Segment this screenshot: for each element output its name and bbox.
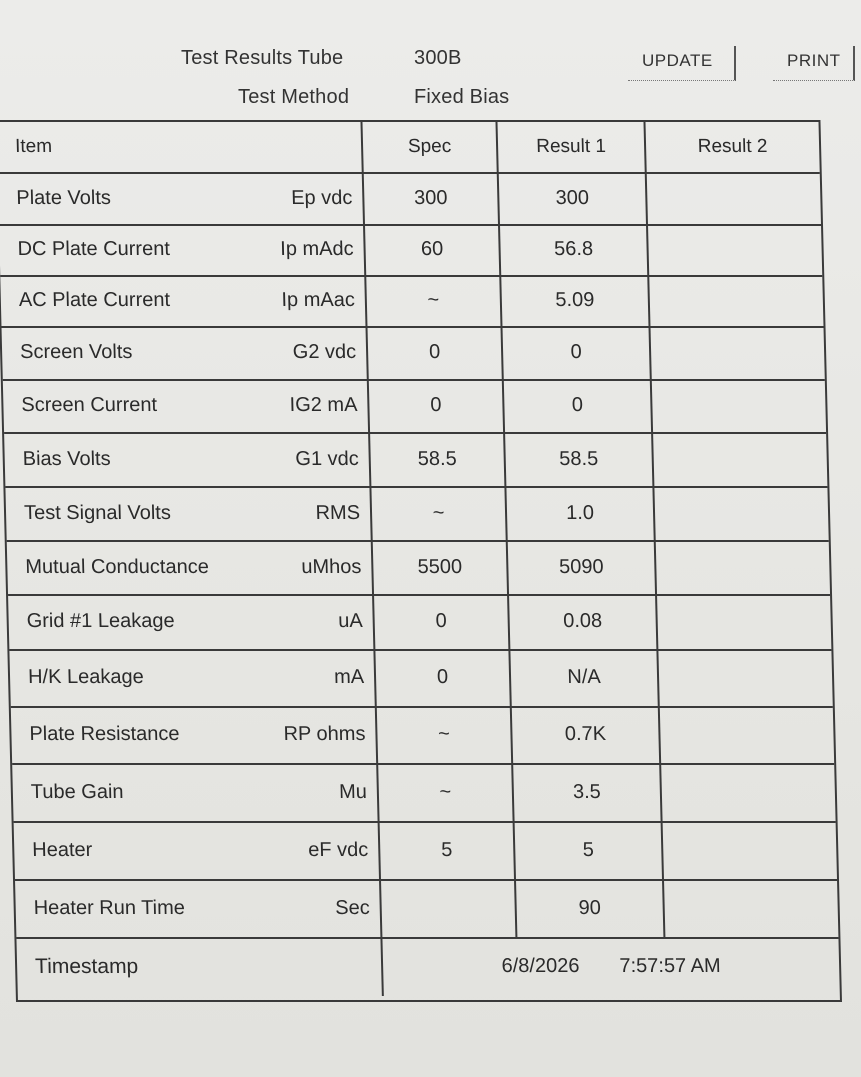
spec-value: 5 xyxy=(380,821,516,879)
row-item-label: Bias Volts xyxy=(22,447,111,470)
spec-value: 0 xyxy=(375,649,511,706)
table-header-row xyxy=(0,122,820,174)
row-item-label: Heater xyxy=(32,838,93,861)
update-button[interactable]: UPDATE xyxy=(628,46,736,81)
table-row xyxy=(4,432,827,488)
row-item-cell xyxy=(15,879,382,937)
spec-value: 0 xyxy=(374,594,510,649)
row-item-cell xyxy=(11,706,378,763)
result-1-value: 3.5 xyxy=(513,763,662,821)
spec-value: 300 xyxy=(364,172,500,224)
column-header-item: Item xyxy=(0,122,364,172)
row-item-label: DC Plate Current xyxy=(17,238,171,260)
row-unit-label: Mu xyxy=(338,780,368,803)
row-item-cell xyxy=(9,649,376,706)
row-item-label: Heater Run Time xyxy=(33,896,186,919)
timestamp-row xyxy=(16,937,839,996)
result-1-value: 5 xyxy=(515,821,664,879)
result-1-value: 5.09 xyxy=(501,275,650,326)
result-2-value xyxy=(648,224,822,275)
test-method-value: Fixed Bias xyxy=(414,86,510,108)
table-row xyxy=(5,486,828,542)
row-unit-label: G1 vdc xyxy=(295,447,359,470)
table-row xyxy=(12,763,835,823)
table-row xyxy=(8,594,831,651)
row-item-cell xyxy=(0,275,367,326)
table-row xyxy=(1,326,824,381)
result-1-value: 0.7K xyxy=(512,706,661,763)
spec-value: 58.5 xyxy=(370,432,506,486)
row-item-label: Test Signal Volts xyxy=(23,501,172,524)
table-row xyxy=(9,649,832,708)
spec-value: 60 xyxy=(365,224,501,275)
result-1-value: 300 xyxy=(499,172,648,224)
row-item-label: Screen Volts xyxy=(19,341,133,363)
result-1-value: 0 xyxy=(502,326,651,379)
result-1-value: N/A xyxy=(510,649,659,706)
row-unit-label: mA xyxy=(333,666,365,688)
print-button[interactable]: PRINT xyxy=(773,46,855,81)
result-1-value: 56.8 xyxy=(500,224,649,275)
row-item-label: Grid #1 Leakage xyxy=(26,610,175,632)
row-item-cell xyxy=(0,172,365,224)
column-header-spec: Spec xyxy=(362,122,498,172)
row-item-cell xyxy=(5,486,372,540)
result-2-value xyxy=(650,326,824,379)
result-2-value xyxy=(658,649,832,706)
row-unit-label: Ip mAdc xyxy=(279,238,354,260)
spec-value: 0 xyxy=(369,379,505,432)
row-item-label: AC Plate Current xyxy=(18,289,171,311)
result-2-value xyxy=(649,275,823,326)
result-2-value xyxy=(664,879,838,937)
result-2-value xyxy=(652,379,826,432)
spec-value: ~ xyxy=(377,706,513,763)
result-2-value xyxy=(647,172,821,224)
row-item-label: Tube Gain xyxy=(30,780,124,803)
result-2-value xyxy=(660,706,834,763)
column-header-result-1: Result 1 xyxy=(497,122,646,172)
result-1-value: 1.0 xyxy=(506,486,655,540)
row-item-cell xyxy=(8,594,375,649)
row-item-label: Plate Resistance xyxy=(29,723,180,745)
result-2-value xyxy=(653,432,827,486)
timestamp-label: Timestamp xyxy=(16,937,383,996)
row-unit-label: uMhos xyxy=(301,555,362,578)
table-row xyxy=(15,879,838,939)
row-unit-label: IG2 mA xyxy=(289,394,358,416)
row-item-cell xyxy=(1,326,368,379)
row-item-cell xyxy=(4,432,371,486)
spec-value: ~ xyxy=(366,275,502,326)
result-1-value: 0 xyxy=(504,379,653,432)
row-item-cell xyxy=(12,763,379,821)
result-2-value xyxy=(661,763,835,821)
table-row xyxy=(7,540,830,596)
row-item-label: Screen Current xyxy=(21,394,158,416)
table-row xyxy=(0,224,822,277)
result-1-value: 58.5 xyxy=(505,432,654,486)
timestamp-value xyxy=(382,937,839,996)
result-1-value: 5090 xyxy=(508,540,657,594)
tube-type-value: 300B xyxy=(414,47,462,69)
test-results-tube-label: Test Results Tube xyxy=(181,47,344,69)
row-unit-label: eF vdc xyxy=(307,838,369,861)
row-unit-label: G2 vdc xyxy=(292,341,357,363)
results-table xyxy=(0,120,842,1002)
table-row xyxy=(3,379,826,434)
row-unit-label: Sec xyxy=(334,896,370,919)
row-item-cell xyxy=(14,821,381,879)
table-row xyxy=(0,275,823,328)
spec-value xyxy=(381,879,517,937)
row-item-cell xyxy=(0,224,366,275)
result-2-value xyxy=(663,821,837,879)
result-2-value xyxy=(654,486,828,540)
timestamp-date: 6/8/2026 xyxy=(501,955,580,977)
result-2-value xyxy=(656,540,830,594)
row-item-cell xyxy=(3,379,370,432)
row-unit-label: uA xyxy=(337,610,363,632)
row-unit-label: Ip mAac xyxy=(281,289,356,311)
table-row xyxy=(14,821,837,881)
row-item-cell xyxy=(7,540,374,594)
row-unit-label: Ep vdc xyxy=(290,186,353,209)
row-item-label: H/K Leakage xyxy=(27,666,144,688)
result-1-value: 90 xyxy=(516,879,665,937)
timestamp-time: 7:57:57 AM xyxy=(619,955,721,977)
spec-value: 0 xyxy=(367,326,503,379)
test-method-label: Test Method xyxy=(238,86,350,108)
table-row xyxy=(11,706,834,765)
result-1-value: 0.08 xyxy=(509,594,658,649)
result-2-value xyxy=(657,594,831,649)
spec-value: ~ xyxy=(371,486,507,540)
spec-value: 5500 xyxy=(373,540,509,594)
spec-value: ~ xyxy=(378,763,514,821)
row-item-label: Plate Volts xyxy=(16,186,112,209)
row-unit-label: RMS xyxy=(315,501,361,524)
column-header-result-2: Result 2 xyxy=(697,136,768,157)
row-unit-label: RP ohms xyxy=(283,723,366,745)
table-row xyxy=(0,172,821,226)
row-item-label: Mutual Conductance xyxy=(25,555,210,578)
